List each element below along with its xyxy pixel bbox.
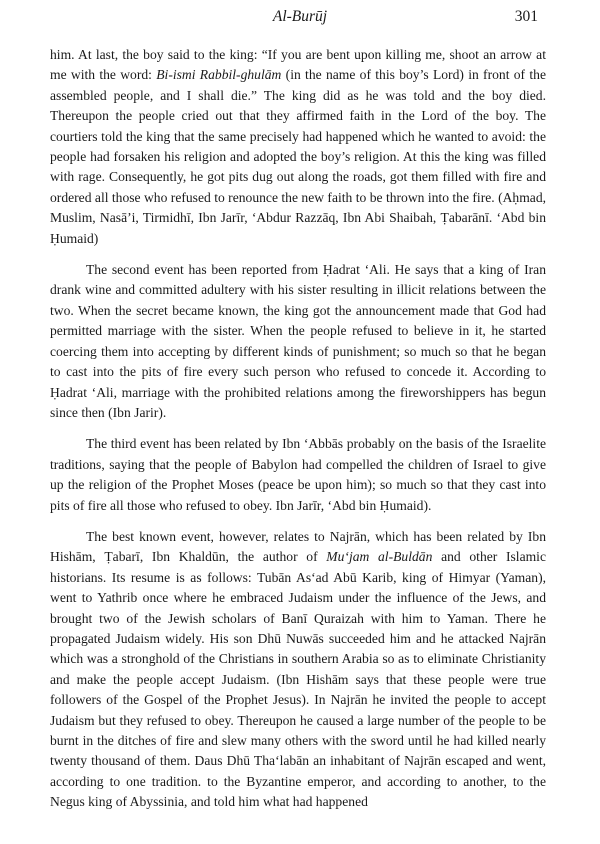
text-run: The second event has been reported from Ḥadrat ‘Ali. He says that a king of Iran drank wine and committed adultery with his sister resulting in illicit relations between the two. When the secret became known, the king got the announcement made that God had permitted marriage with the sister. When the people refused to believe in it, he started coercing them into accepting by different kinds of punishment; so much so that he began to cast into the pits of fire every such person who refused to concede it. According to Ḥadrat ‘Ali, marriage with the prohibited relations among the fireworshippers has begun since then (Ibn Jarir).: [50, 262, 546, 420]
page-number: 301: [514, 8, 538, 25]
running-header: [0, 6, 600, 32]
text-run: The third event has been related by Ibn ‘Abbās probably on the basis of the Israelite traditions, saying that the people of Babylon had compelled the children of Israel to give up the religion of the Prophet Moses (peace be upon him); so much so that they cast into pits of fire all those who refused to obey. Ibn Jarīr, ‘Abd bin Ḥumaid).: [50, 436, 546, 513]
paragraph: [50, 260, 546, 423]
running-title: Al-Burūj: [272, 8, 328, 25]
paragraph: [50, 527, 546, 813]
paragraph: [50, 434, 546, 516]
text-run: him. At last, the boy said to the king: “If you are bent upon killing me, shoot an arrow at me with the word:: [50, 47, 546, 83]
paragraph: [50, 45, 546, 249]
body-text: [50, 45, 546, 824]
text-run: and other Islamic historians. Its resume is as follows: Tubān As‘ad Abū Karib, king of Himyar (Yaman), went to Yathrib once where he embraced Judaism under the influence of the Jews, and brought two of the Jewish scholars of Banī Quraizah with him to Yaman. There he propagated Judaism widely. His son Dhū Nuwās succeeded him and he attacked Najrān which was a stronghold of the Christians in southern Arabia so as to eliminate Christianity and make the people accept Judaism. (Ibn Hishām says that these people were true followers of the Gospel of the Prophet Jesus). In Najrān he invited the people to accept Judaism but they refused to obey. Thereupon he caused a large number of the people to be burnt in the ditches of fire and slew many others with the sword until he had killed nearly twenty thousand of them. Daus Dhū Tha‘labān an inhabitant of Najrān escaped and went, according to one tradition. to the Byzantine emperor, and according to another, to the Negus king of Abyssinia, and told him what had happened: [50, 549, 546, 810]
italic-term: Bi-ismi Rabbil-ghulām: [156, 67, 282, 83]
text-run: The best known event, however, relates to Najrān, which has been related by Ibn Hishām, Ṭabarī, Ibn Khaldūn, the author of: [50, 528, 546, 565]
text-run: (in the name of this boy’s Lord) in front of the assembled people, and I shall die.” The king did as he was told and the boy died. Thereupon the people cried out that they affirmed faith in the Lord of the boy. The courtiers told the king that the same precisely had happened which he wanted to avoid: the people had forsaken his religion and adopted the boy’s religion. At this the king was filled with rage. Consequently, he got pits dug out along the roads, got them filled with fire and ordered all those who refused to renounce the new faith to be thrown into the fire. (Aḥmad, Muslim, Nasā’i, Tirmidhī, Ibn Jarīr, ‘Abdur Razzāq, Ibn Abi Shaibah, Ṭabarānī. ‘Abd bin Ḥumaid): [50, 67, 547, 246]
italic-term: Mu‘jam al-Buldān: [326, 549, 433, 565]
